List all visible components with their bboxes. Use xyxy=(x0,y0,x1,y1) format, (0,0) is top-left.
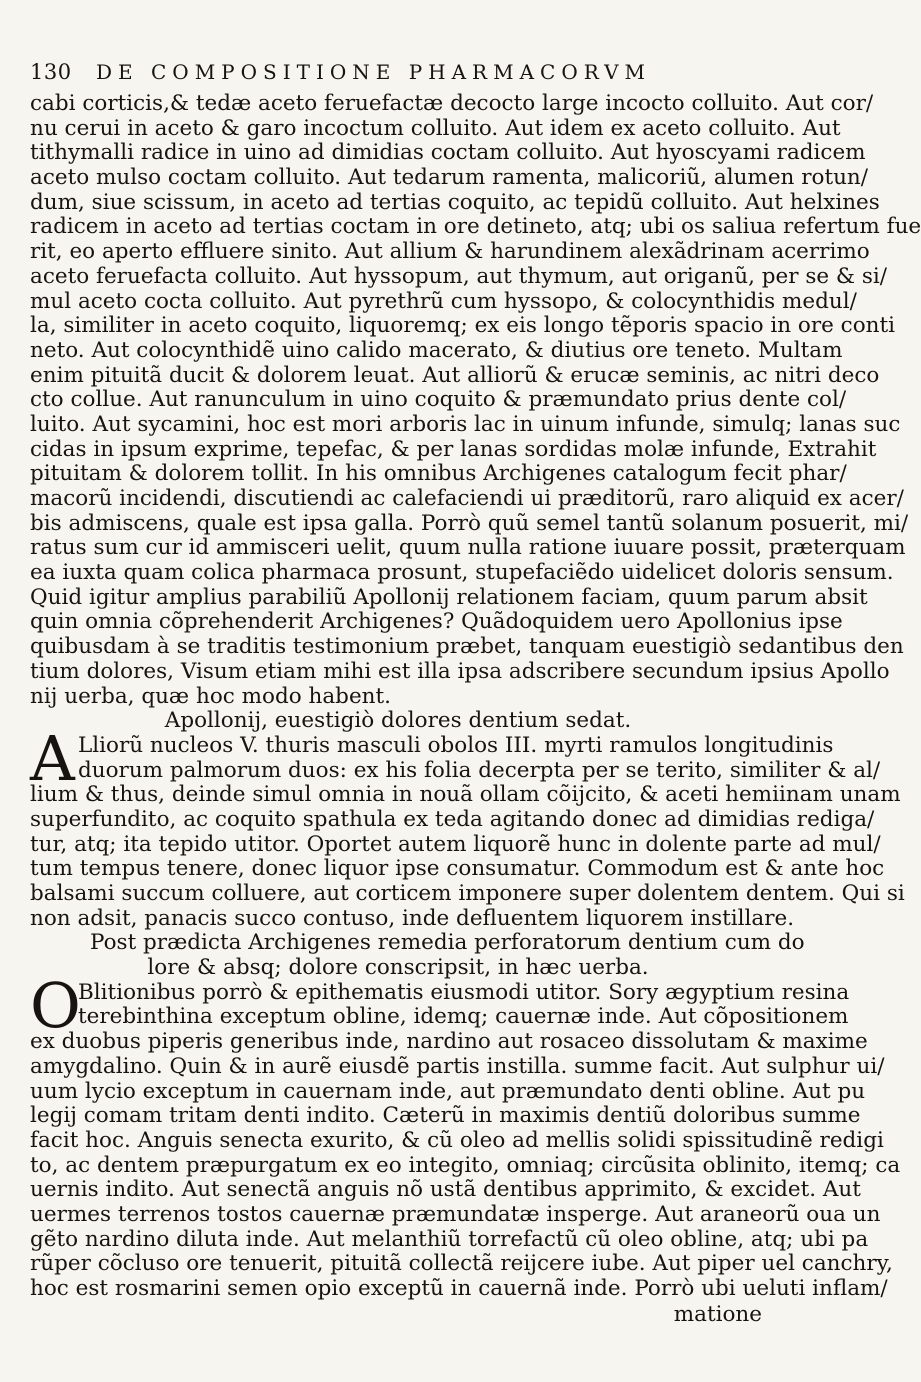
running-title: DE COMPOSITIONE PHARMACORVM xyxy=(96,60,652,84)
text-line: ratus sum cur id ammisceri uelit, quum nulla ratione iuuare possit, præterquam xyxy=(30,535,906,561)
text-line: Lliorũ nucleos V. thuris masculi obolos III. myrti ramulos longitudinis xyxy=(78,732,834,758)
text-line: luito. Aut sycamini, hoc est mori arboris lac in uinum infunde, simulq; lanas suc xyxy=(30,411,901,437)
text-line: cabi corticis,& tedæ aceto feruefactæ decocto large incocto colluito. Aut cor/ xyxy=(30,91,874,116)
catchword: matione xyxy=(673,1301,762,1327)
text-line: tum tempus tenere, donec liquor ipse consumatur. Commodum est & ante hoc xyxy=(30,856,885,882)
section-heading-archigenes-line-1: Post prædicta Archigenes remedia perforatorum dentium cum do xyxy=(90,930,805,956)
text-line: rũper cõcluso ore tenuerit, pituitã collectã reijcere iube. Aut piper uel canchry, xyxy=(30,1251,893,1277)
text-line: Quid igitur amplius parabiliũ Apollonij relationem faciam, quum parum absit xyxy=(30,584,868,610)
text-line: uermes terrenos tostos cauernæ præmundatæ insperge. Aut araneorũ oua un xyxy=(30,1201,881,1227)
text-line: to, ac dentem præpurgatum ex eo integito, omniaq; circũsita oblinito, itemq; ca xyxy=(30,1152,901,1178)
page-number: 130 xyxy=(30,60,72,84)
drop-cap-o: O xyxy=(30,968,81,1042)
text-line: tur, atq; ita tepido utitor. Oportet autem liquorẽ hunc in dolente parte ad mul/ xyxy=(30,831,881,857)
text-line: Blitionibus porrò & epithematis eiusmodi utitor. Sory ægyptium resina xyxy=(78,979,850,1005)
text-line: duorum palmorum duos: ex his folia decerpta per se terito, similiter & al/ xyxy=(78,757,881,783)
text-line: uernis indito. Aut senectã anguis nõ ustã dentibus apprimito, & excidet. Aut xyxy=(30,1177,861,1203)
text-line: la, similiter in aceto coquito, liquoremq; ex eis longo tẽporis spacio in ore conti xyxy=(30,313,896,339)
text-line: quibusdam à se traditis testimonium præbet, tanquam euestigiò sedantibus den xyxy=(30,634,904,660)
text-line: cto collue. Aut ranunculum in uino coquito & præmundato prius dente col/ xyxy=(30,387,847,413)
text-line: aceto mulso coctam colluito. Aut tedarum ramenta, malicoriũ, alumen rotun/ xyxy=(30,165,869,191)
text-line: aceto feruefacta colluito. Aut hyssopum, aut thymum, aut origanũ, per se & si/ xyxy=(30,263,888,289)
text-line: ea iuxta quam colica pharmaca prosunt, stupefaciẽdo uidelicet doloris sensum. xyxy=(30,560,894,586)
text-line: tium dolores, Visum etiam mihi est illa ipsa adscribere secundum ipsius Apollo xyxy=(30,658,890,684)
text-line: cidas in ipsum exprime, tepefac, & per lanas sordidas molæ infunde, Extrahit xyxy=(30,436,877,462)
drop-cap-a: A xyxy=(30,721,75,795)
text-line: quin omnia cõprehenderit Archigenes? Quãdoquidem uero Apollonius ipse xyxy=(30,609,843,635)
text-line: enim pituitã ducit & dolorem leuat. Aut alliorũ & erucæ seminis, ac nitri deco xyxy=(30,362,880,388)
text-line: uum lycio exceptum in cauernam inde, aut præmundato denti obline. Aut pu xyxy=(30,1078,866,1104)
text-line: terebinthina exceptum obline, idemq; cauernæ inde. Aut cõpositionem xyxy=(78,1004,849,1030)
text-line: rit, eo aperto effluere sinito. Aut allium & harundinem alexãdrinam acerrimo xyxy=(30,239,870,265)
text-line: ex duobus piperis generibus inde, nardino aut rosaceo dissolutam & maxime xyxy=(30,1029,868,1055)
text-line: mul aceto cocta colluito. Aut pyrethrũ cum hyssopo, & colocynthidis medul/ xyxy=(30,288,857,314)
paragraph-remedies xyxy=(30,91,921,709)
text-line: neto. Aut colocynthidẽ uino calido macerato, & diutius ore teneto. Multam xyxy=(30,337,843,363)
text-line: macorũ incidendi, discutiendi ac calefaciendi ui præditorũ, raro aliquid ex acer/ xyxy=(30,486,904,511)
text-line: bis admiscens, quale est ipsa galla. Porrò quũ semel tantũ solanum posuerit, mi/ xyxy=(30,510,909,536)
running-head xyxy=(30,60,766,92)
text-line: pituitam & dolorem tollit. In his omnibus Archigenes catalogum fecit phar/ xyxy=(30,461,847,487)
text-line: non adsit, panacis succo contuso, inde defluentem liquorem instillare. xyxy=(30,905,795,931)
text-line: superfundito, ac coquito spathula ex teda agitando donec ad dimidias rediga/ xyxy=(30,806,875,832)
section-heading-archigenes-line-2: lore & absq; dolore conscripsit, in hæc uerba. xyxy=(147,955,649,981)
text-line: balsami succum colluere, aut corticem imponere super dolentem dentem. Qui si xyxy=(30,881,905,906)
text-line: nij uerba, quæ hoc modo habent. xyxy=(30,683,391,709)
text-line: lium & thus, deinde simul omnia in nouã ollam cõijcito, & aceti hemiinam unam xyxy=(30,782,901,808)
text-line: nu cerui in aceto & garo incoctum colluito. Aut idem ex aceto colluito. Aut xyxy=(30,115,841,141)
text-line: hoc est rosmarini semen opio exceptũ in cauernã inde. Porrò ubi ueluti inflam/ xyxy=(30,1276,888,1301)
text-line: dum, siue scissum, in aceto ad tertias coquito, ac tepidũ colluito. Aut helxines xyxy=(30,189,880,215)
text-line: tithymalli radice in uino ad dimidias coctam colluito. Aut hyoscyami radicem xyxy=(30,140,866,166)
text-line: radicem in aceto ad tertias coctam in ore detineto, atq; ubi os saliua refertum fue xyxy=(30,214,921,240)
section-heading-apollonius: Apollonij, euestigiò dolores dentium sedat. xyxy=(164,708,632,734)
text-line: gẽto nardino diluta inde. Aut melanthiũ torrefactũ cũ oleo obline, atq; ubi pa xyxy=(30,1226,869,1252)
text-line: facit hoc. Anguis senecta exurito, & cũ oleo ad mellis solidi spissitudinẽ redigi xyxy=(30,1127,884,1153)
text-line: amygdalino. Quin & in aurẽ eiusdẽ partis instilla. summe facit. Aut sulphur ui/ xyxy=(30,1053,885,1079)
text-line: legij comam tritam denti indito. Cæterũ in maximis dentiũ doloribus summe xyxy=(30,1103,861,1129)
